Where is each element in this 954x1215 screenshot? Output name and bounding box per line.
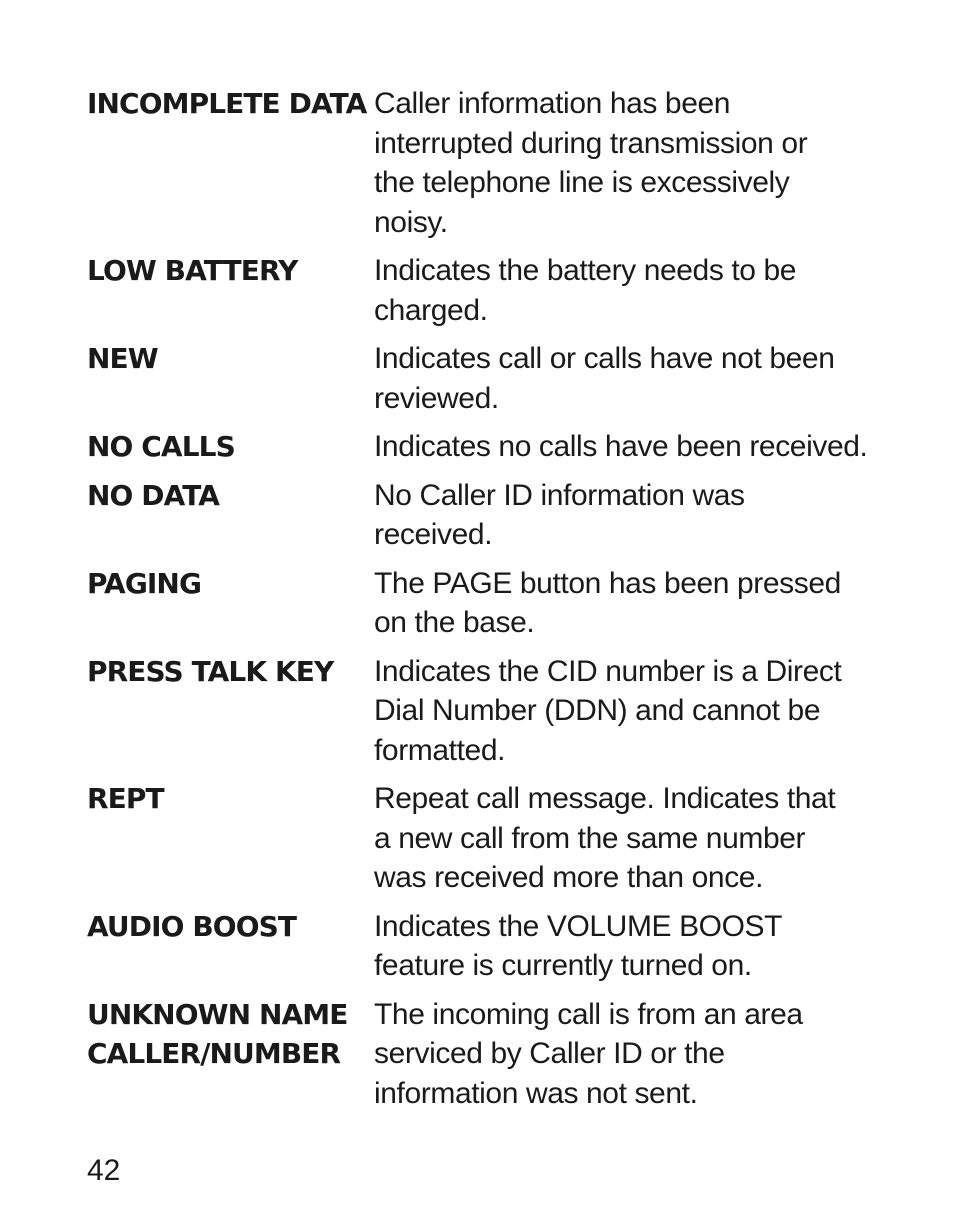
entry-rept xyxy=(87,779,887,898)
description-line: Indicates call or calls have not been xyxy=(374,342,835,375)
description-line: formatted. xyxy=(374,733,506,767)
description-line: The incoming call is from an area xyxy=(374,997,803,1031)
description xyxy=(374,251,884,330)
description-line: Indicates the VOLUME BOOST xyxy=(374,909,783,943)
description xyxy=(374,564,884,643)
description xyxy=(374,427,884,467)
term: INCOMPLETE DATA xyxy=(87,87,367,120)
description-line: noisy. xyxy=(374,205,448,239)
description-line: Dial Number (DDN) and cannot be xyxy=(374,694,821,727)
description-line: Indicates the CID number is a Direct xyxy=(374,654,842,688)
description xyxy=(374,907,884,986)
description xyxy=(374,339,884,418)
description-line: information was not sent. xyxy=(374,1076,698,1110)
entry-press-talk-key xyxy=(87,652,887,771)
description-line: on the base. xyxy=(374,606,535,639)
description xyxy=(374,84,884,242)
term: UNKNOWN NAME CALLER/NUMBER xyxy=(87,997,348,1070)
description-line: was received more than once. xyxy=(374,861,764,894)
description-line: a new call from the same number xyxy=(374,821,806,855)
entry-audio-boost xyxy=(87,907,887,986)
description-line: serviced by Caller ID or the xyxy=(374,1037,725,1070)
description-line: Caller information has been xyxy=(374,87,731,120)
description-line: feature is currently turned on. xyxy=(374,949,752,982)
page-number: 42 xyxy=(87,1154,121,1187)
term: AUDIO BOOST xyxy=(87,909,297,943)
term: PAGING xyxy=(87,566,202,600)
entry-no-data xyxy=(87,476,887,555)
description-line: No Caller ID information was xyxy=(374,478,745,512)
description-line: interrupted during transmission or xyxy=(374,126,808,160)
description-line: received. xyxy=(374,518,493,551)
entry-incomplete-data xyxy=(87,84,887,242)
entry-new xyxy=(87,339,887,418)
description-line: Repeat call message. Indicates that xyxy=(374,782,836,815)
description-line: Indicates no calls have been received. xyxy=(374,430,868,463)
description-line: Indicates the battery needs to be xyxy=(374,254,797,287)
description-line: The PAGE button has been pressed xyxy=(374,566,841,600)
term: REPT xyxy=(87,782,164,815)
entry-unknown-name-caller-number xyxy=(87,995,887,1114)
term: NO CALLS xyxy=(87,430,235,463)
entry-no-calls xyxy=(87,427,887,467)
description xyxy=(374,995,884,1114)
term: PRESS TALK KEY xyxy=(87,654,334,688)
term: LOW BATTERY xyxy=(87,254,298,287)
description-line: the telephone line is excessively xyxy=(374,166,790,199)
entry-paging xyxy=(87,564,887,643)
description xyxy=(374,476,884,555)
entry-low-battery xyxy=(87,251,887,330)
term: NO DATA xyxy=(87,478,220,512)
description-line: charged. xyxy=(374,293,488,327)
display-messages-list xyxy=(87,84,887,1122)
description xyxy=(374,652,884,771)
description xyxy=(374,779,884,898)
description-line: reviewed. xyxy=(374,381,499,415)
term: NEW xyxy=(87,342,158,375)
